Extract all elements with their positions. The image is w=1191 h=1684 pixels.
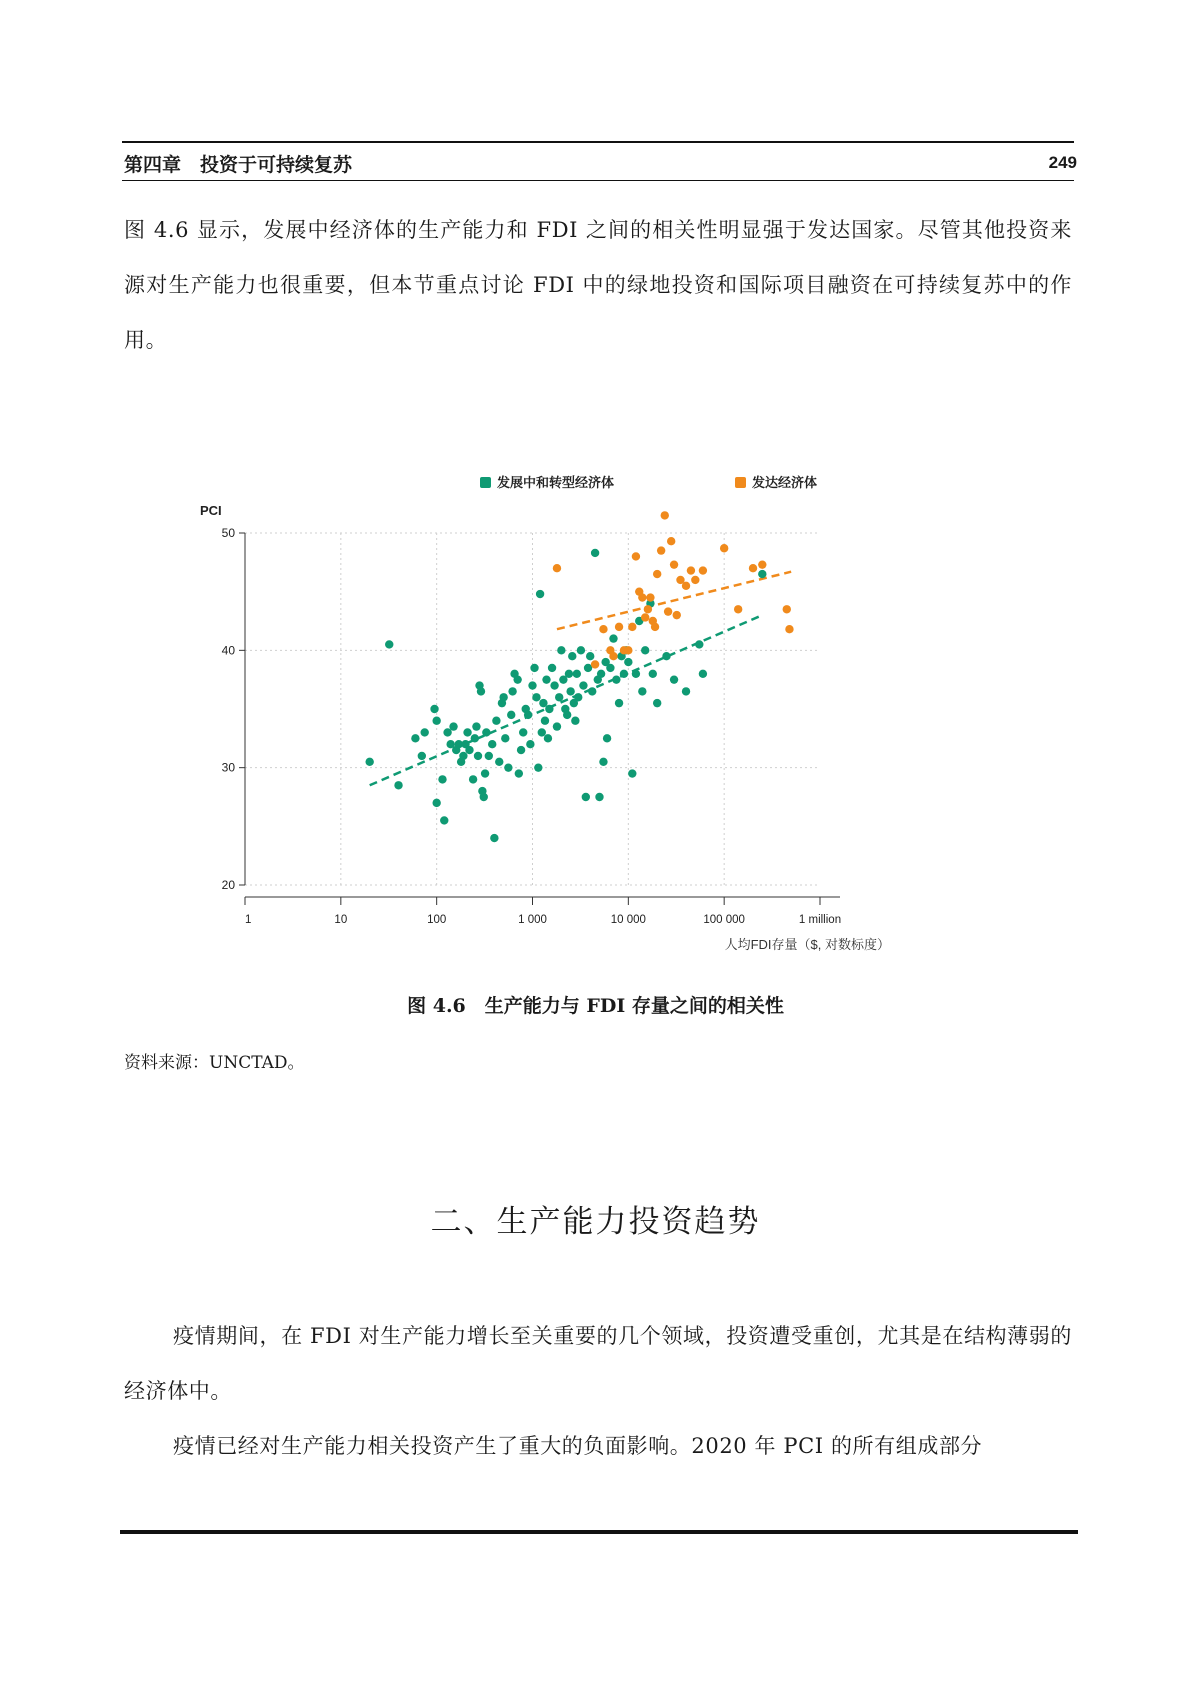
y-tick-label: 30	[221, 760, 235, 775]
data-point	[504, 763, 512, 771]
data-point	[673, 611, 681, 619]
data-point	[432, 717, 440, 725]
chart-trendlines	[370, 572, 791, 786]
data-point	[620, 670, 628, 678]
y-tick-label: 20	[221, 878, 235, 892]
data-point	[579, 681, 587, 689]
data-point	[586, 652, 594, 660]
data-point	[662, 652, 670, 660]
data-point	[612, 675, 620, 683]
pci-fdi-scatter-chart	[190, 455, 910, 955]
data-point	[557, 646, 565, 654]
data-point	[628, 769, 636, 777]
data-point	[513, 675, 521, 683]
data-point	[471, 734, 479, 742]
data-point	[644, 605, 652, 613]
data-point	[588, 687, 596, 695]
data-point	[538, 728, 546, 736]
y-tick-label: 40	[221, 643, 235, 658]
data-point	[524, 711, 532, 719]
data-point	[758, 570, 766, 578]
data-point	[670, 560, 678, 568]
data-point	[609, 652, 617, 660]
data-point	[646, 593, 654, 601]
data-point	[385, 640, 393, 648]
data-point	[670, 675, 678, 683]
data-point	[632, 670, 640, 678]
data-point	[481, 769, 489, 777]
data-point	[653, 570, 661, 578]
data-point	[539, 699, 547, 707]
data-point	[624, 658, 632, 666]
data-point	[542, 675, 550, 683]
data-point	[638, 593, 646, 601]
section-title: 二、生产能力投资趋势	[430, 1204, 761, 1240]
figure-chart	[190, 455, 910, 955]
legend-label: 发展中和转型经济体	[497, 475, 615, 490]
data-point	[641, 646, 649, 654]
data-point	[749, 564, 757, 572]
x-tick-label: 1 million	[798, 914, 842, 926]
data-point	[591, 549, 599, 557]
data-point	[365, 758, 373, 766]
data-point	[548, 664, 556, 672]
data-point	[469, 775, 477, 783]
data-point	[568, 652, 576, 660]
x-tick-label: 1 000	[518, 914, 547, 926]
data-point	[545, 705, 553, 713]
x-tick-label: 100 000	[703, 914, 745, 926]
data-point	[687, 566, 695, 574]
data-point	[582, 793, 590, 801]
data-point	[667, 537, 675, 545]
data-point	[661, 511, 669, 519]
data-point	[553, 722, 561, 730]
data-point	[599, 625, 607, 633]
x-tick-label: 1	[245, 914, 252, 926]
data-point	[472, 722, 480, 730]
data-point	[507, 711, 515, 719]
data-point	[682, 687, 690, 695]
data-point	[577, 646, 585, 654]
data-point	[499, 693, 507, 701]
data-point	[699, 566, 707, 574]
data-point	[477, 687, 485, 695]
legend-label: 发达经济体	[752, 475, 818, 490]
data-point	[488, 740, 496, 748]
x-axis-label: 人均FDI存量（$, 对数标度）	[724, 937, 890, 952]
y-axis-label: PCI	[200, 503, 222, 518]
data-point	[480, 793, 488, 801]
data-point	[734, 605, 742, 613]
data-point	[664, 607, 672, 615]
data-point	[597, 670, 605, 678]
body-paragraph-3: 疫情已经对生产能力相关投资产生了重大的负面影响。2020 年 PCI 的所有组成部分	[173, 1434, 983, 1458]
running-header-chapter: 第四章 投资于可持续复苏	[124, 154, 353, 176]
data-point	[632, 552, 640, 560]
data-point	[699, 670, 707, 678]
intro-paragraph: 图 4.6 显示，发展中经济体的生产能力和 FDI 之间的相关性明显强于发达国家。尽管其他投资来源对生产能力也很重要，但本节重点讨论 FDI 中的绿地投资和国际项目融资在可持续复苏中的作用。	[124, 218, 1072, 352]
data-point	[691, 576, 699, 584]
figure-source: 资料来源：UNCTAD。	[124, 1053, 305, 1073]
data-point	[449, 722, 457, 730]
data-point	[463, 728, 471, 736]
data-point	[628, 623, 636, 631]
data-point	[571, 717, 579, 725]
data-point	[651, 623, 659, 631]
chart-legend	[480, 475, 817, 490]
data-point	[553, 564, 561, 572]
data-point	[653, 699, 661, 707]
data-point	[641, 613, 649, 621]
data-point	[550, 681, 558, 689]
data-point	[495, 758, 503, 766]
page-number: 249	[1048, 153, 1077, 172]
data-point	[615, 623, 623, 631]
data-point	[519, 728, 527, 736]
data-point	[541, 717, 549, 725]
data-point	[411, 734, 419, 742]
data-point	[591, 660, 599, 668]
data-point	[563, 711, 571, 719]
data-point	[682, 582, 690, 590]
body-paragraph-2: 疫情期间，在 FDI 对生产能力增长至关重要的几个领域，投资遭受重创，尤其是在结构薄弱的经济体中。	[124, 1324, 1072, 1403]
data-point	[443, 728, 451, 736]
figure-caption: 图 4.6 生产能力与 FDI 存量之间的相关性	[407, 995, 784, 1017]
data-point	[566, 687, 574, 695]
data-point	[606, 664, 614, 672]
data-point	[526, 740, 534, 748]
trendline	[370, 615, 763, 785]
data-point	[530, 664, 538, 672]
data-point	[501, 734, 509, 742]
data-point	[783, 605, 791, 613]
legend-swatch	[735, 477, 746, 488]
data-point	[695, 640, 703, 648]
data-point	[528, 681, 536, 689]
data-point	[573, 670, 581, 678]
chart-points	[365, 511, 793, 842]
data-point	[430, 705, 438, 713]
data-point	[624, 646, 632, 654]
y-tick-label: 50	[221, 526, 235, 540]
x-tick-label: 10 000	[610, 914, 646, 926]
data-point	[720, 544, 728, 552]
data-point	[420, 728, 428, 736]
data-point	[394, 781, 402, 789]
footer-rule	[120, 1530, 1078, 1534]
data-point	[603, 734, 611, 742]
header-rule	[122, 141, 1074, 143]
data-point	[438, 775, 446, 783]
data-point	[515, 769, 523, 777]
data-point	[599, 758, 607, 766]
data-point	[785, 625, 793, 633]
data-point	[459, 752, 467, 760]
data-point	[517, 746, 525, 754]
data-point	[485, 752, 493, 760]
chart-axes	[222, 526, 841, 926]
data-point	[609, 634, 617, 642]
data-point	[534, 763, 542, 771]
data-point	[532, 693, 540, 701]
data-point	[432, 799, 440, 807]
data-point	[508, 687, 516, 695]
data-point	[758, 560, 766, 568]
data-point	[418, 752, 426, 760]
data-point	[440, 816, 448, 824]
data-point	[574, 693, 582, 701]
data-point	[490, 834, 498, 842]
data-point	[595, 793, 603, 801]
data-point	[482, 728, 490, 736]
data-point	[465, 746, 473, 754]
trendline	[557, 572, 791, 629]
x-tick-label: 100	[427, 914, 447, 926]
data-point	[649, 670, 657, 678]
data-point	[657, 546, 665, 554]
header-underline	[122, 180, 1074, 181]
data-point	[544, 734, 552, 742]
legend-swatch	[480, 477, 491, 488]
data-point	[555, 693, 563, 701]
data-point	[492, 717, 500, 725]
data-point	[638, 687, 646, 695]
x-tick-label: 10	[334, 914, 348, 926]
data-point	[615, 699, 623, 707]
data-point	[536, 590, 544, 598]
data-point	[565, 670, 573, 678]
data-point	[474, 752, 482, 760]
